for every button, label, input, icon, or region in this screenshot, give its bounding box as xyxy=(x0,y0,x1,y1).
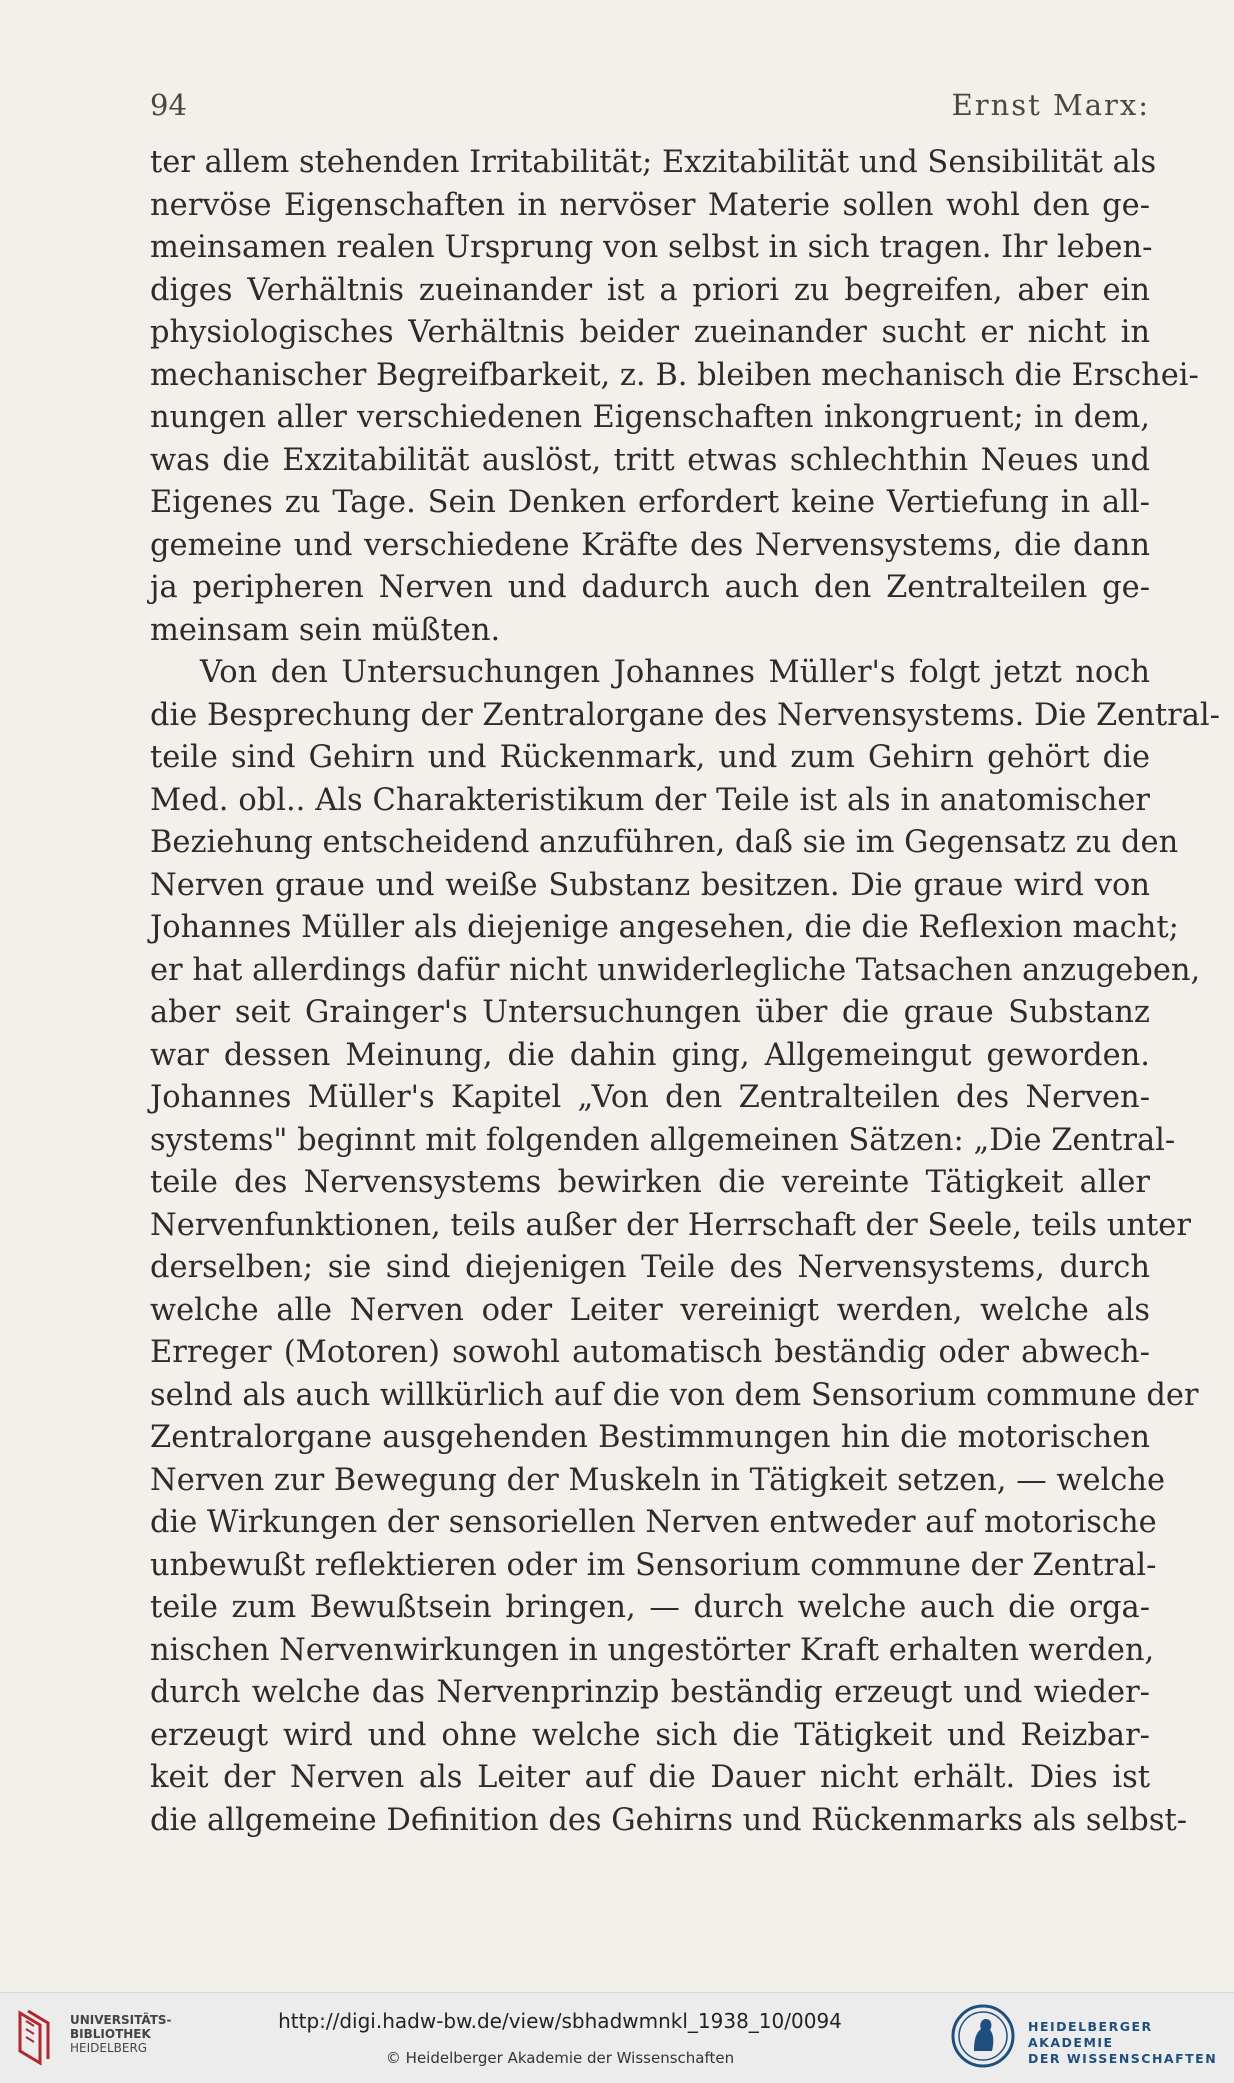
text-line: Von den Untersuchungen Johannes Müller's folgt jetzt noch xyxy=(200,655,1150,690)
text-line: war dessen Meinung, die dahin ging, Allgemeingut geworden. xyxy=(150,1037,1150,1073)
text-line: teile des Nervensystems bewirken die vereinte Tätigkeit aller xyxy=(150,1165,1150,1200)
copyright-notice: © Heidelberger Akademie der Wissenschaften xyxy=(385,2049,735,2067)
text-line: diges Verhältnis zueinander ist a priori zu begreifen, aber ein xyxy=(150,272,1150,308)
academy-name-line: HEIDELBERGER AKADEMIE xyxy=(1028,2019,1153,2050)
text-line: die Besprechung der Zentralorgane des Nervensystems. Die Zentral- xyxy=(150,697,1220,733)
text-line: Erreger (Motoren) sowohl automatisch beständig oder abwech- xyxy=(150,1335,1150,1370)
text-line: Eigenes zu Tage. Sein Denken erfordert keine Vertiefung in all- xyxy=(150,485,1150,520)
academy-name-line: DER WISSENSCHAFTEN xyxy=(1028,2051,1218,2066)
text-line: nervöse Eigenschaften in nervöser Materie sollen wohl den ge- xyxy=(150,187,1150,223)
text-line: systems" beginnt mit folgenden allgemeinen Sätzen: „Die Zentral- xyxy=(150,1122,1176,1158)
text-line: er hat allerdings dafür nicht unwiderlegliche Tatsachen anzugeben, xyxy=(150,952,1201,988)
text-line: Nerven graue und weiße Substanz besitzen. Die graue wird von xyxy=(150,867,1150,903)
text-line: welche alle Nerven oder Leiter vereinigt werden, welche als xyxy=(150,1292,1150,1328)
text-line: die allgemeine Definition des Gehirns und Rückenmarks als selbst- xyxy=(150,1802,1188,1838)
text-line: Zentralorgane ausgehenden Bestimmungen hin die motorischen xyxy=(150,1420,1150,1455)
text-line: teile sind Gehirn und Rückenmark, und zum Gehirn gehört die xyxy=(150,740,1150,775)
library-name xyxy=(70,2013,172,2055)
text-line: Med. obl.. Als Charakteristikum der Teile ist als in anatomischer xyxy=(150,782,1150,818)
text-line: meinsam sein müßten. xyxy=(150,612,501,648)
library-name-line: HEIDELBERG xyxy=(70,2041,148,2055)
permalink-url[interactable]: http://digi.hadw-bw.de/view/sbhadwmnkl_1938_10/0094 xyxy=(278,2009,842,2033)
text-line: ter allem stehenden Irritabilität; Exzitabilität und Sensibilität als xyxy=(150,145,1157,180)
text-line: gemeine und verschiedene Kräfte des Nervensystems, die dann xyxy=(150,527,1150,563)
text-line: Nerven zur Bewegung der Muskeln in Tätigkeit setzen, — welche xyxy=(150,1462,1166,1498)
academy-name xyxy=(1028,2019,1234,2067)
text-line: was die Exzitabilität auslöst, tritt etwas schlechthin Neues und xyxy=(150,442,1150,478)
text-line: ja peripheren Nerven und dadurch auch den Zentralteilen ge- xyxy=(150,570,1150,605)
library-name-line: BIBLIOTHEK xyxy=(70,2027,151,2041)
body-text xyxy=(150,142,1220,1842)
library-logo-icon xyxy=(12,2007,60,2067)
running-head: Ernst Marx: xyxy=(951,88,1150,122)
text-line: nungen aller verschiedenen Eigenschaften inkongruent; in dem, xyxy=(150,400,1150,435)
text-line: Johannes Müller als diejenige angesehen, die die Reflexion macht; xyxy=(150,910,1179,945)
text-line: teile zum Bewußtsein bringen, — durch welche auch die orga- xyxy=(150,1590,1150,1625)
text-line: aber seit Grainger's Untersuchungen über die graue Substanz xyxy=(150,995,1150,1030)
page-number: 94 xyxy=(150,88,187,122)
library-name-line: UNIVERSITÄTS- xyxy=(70,2013,172,2027)
text-line: durch welche das Nervenprinzip beständig erzeugt und wieder- xyxy=(150,1675,1150,1710)
text-line: keit der Nerven als Leiter auf die Dauer nicht erhält. Dies ist xyxy=(150,1760,1150,1795)
text-line: Nervenfunktionen, teils außer der Herrschaft der Seele, teils unter xyxy=(150,1207,1191,1243)
text-line: derselben; sie sind diejenigen Teile des Nervensystems, durch xyxy=(150,1250,1150,1285)
academy-seal-icon xyxy=(950,2003,1016,2069)
text-line: Johannes Müller's Kapitel „Von den Zentralteilen des Nerven- xyxy=(150,1080,1150,1115)
text-line: meinsamen realen Ursprung von selbst in sich tragen. Ihr leben- xyxy=(150,230,1153,265)
text-line: selnd als auch willkürlich auf die von dem Sensorium commune der xyxy=(150,1377,1199,1413)
text-line: erzeugt wird und ohne welche sich die Tätigkeit und Reizbar- xyxy=(150,1717,1150,1753)
text-line: nischen Nervenwirkungen in ungestörter Kraft erhalten werden, xyxy=(150,1632,1155,1668)
text-line: die Wirkungen der sensoriellen Nerven entweder auf motorische xyxy=(150,1505,1157,1540)
text-line: mechanischer Begreifbarkeit, z. B. bleiben mechanisch die Erschei- xyxy=(150,357,1199,393)
text-line: unbewußt reflektieren oder im Sensorium commune der Zentral- xyxy=(150,1547,1157,1583)
digitization-footer xyxy=(0,1992,1234,2083)
page-header xyxy=(150,88,1150,128)
text-line: physiologisches Verhältnis beider zueinander sucht er nicht in xyxy=(150,315,1150,350)
text-line: Beziehung entscheidend anzuführen, daß sie im Gegensatz zu den xyxy=(150,825,1179,860)
